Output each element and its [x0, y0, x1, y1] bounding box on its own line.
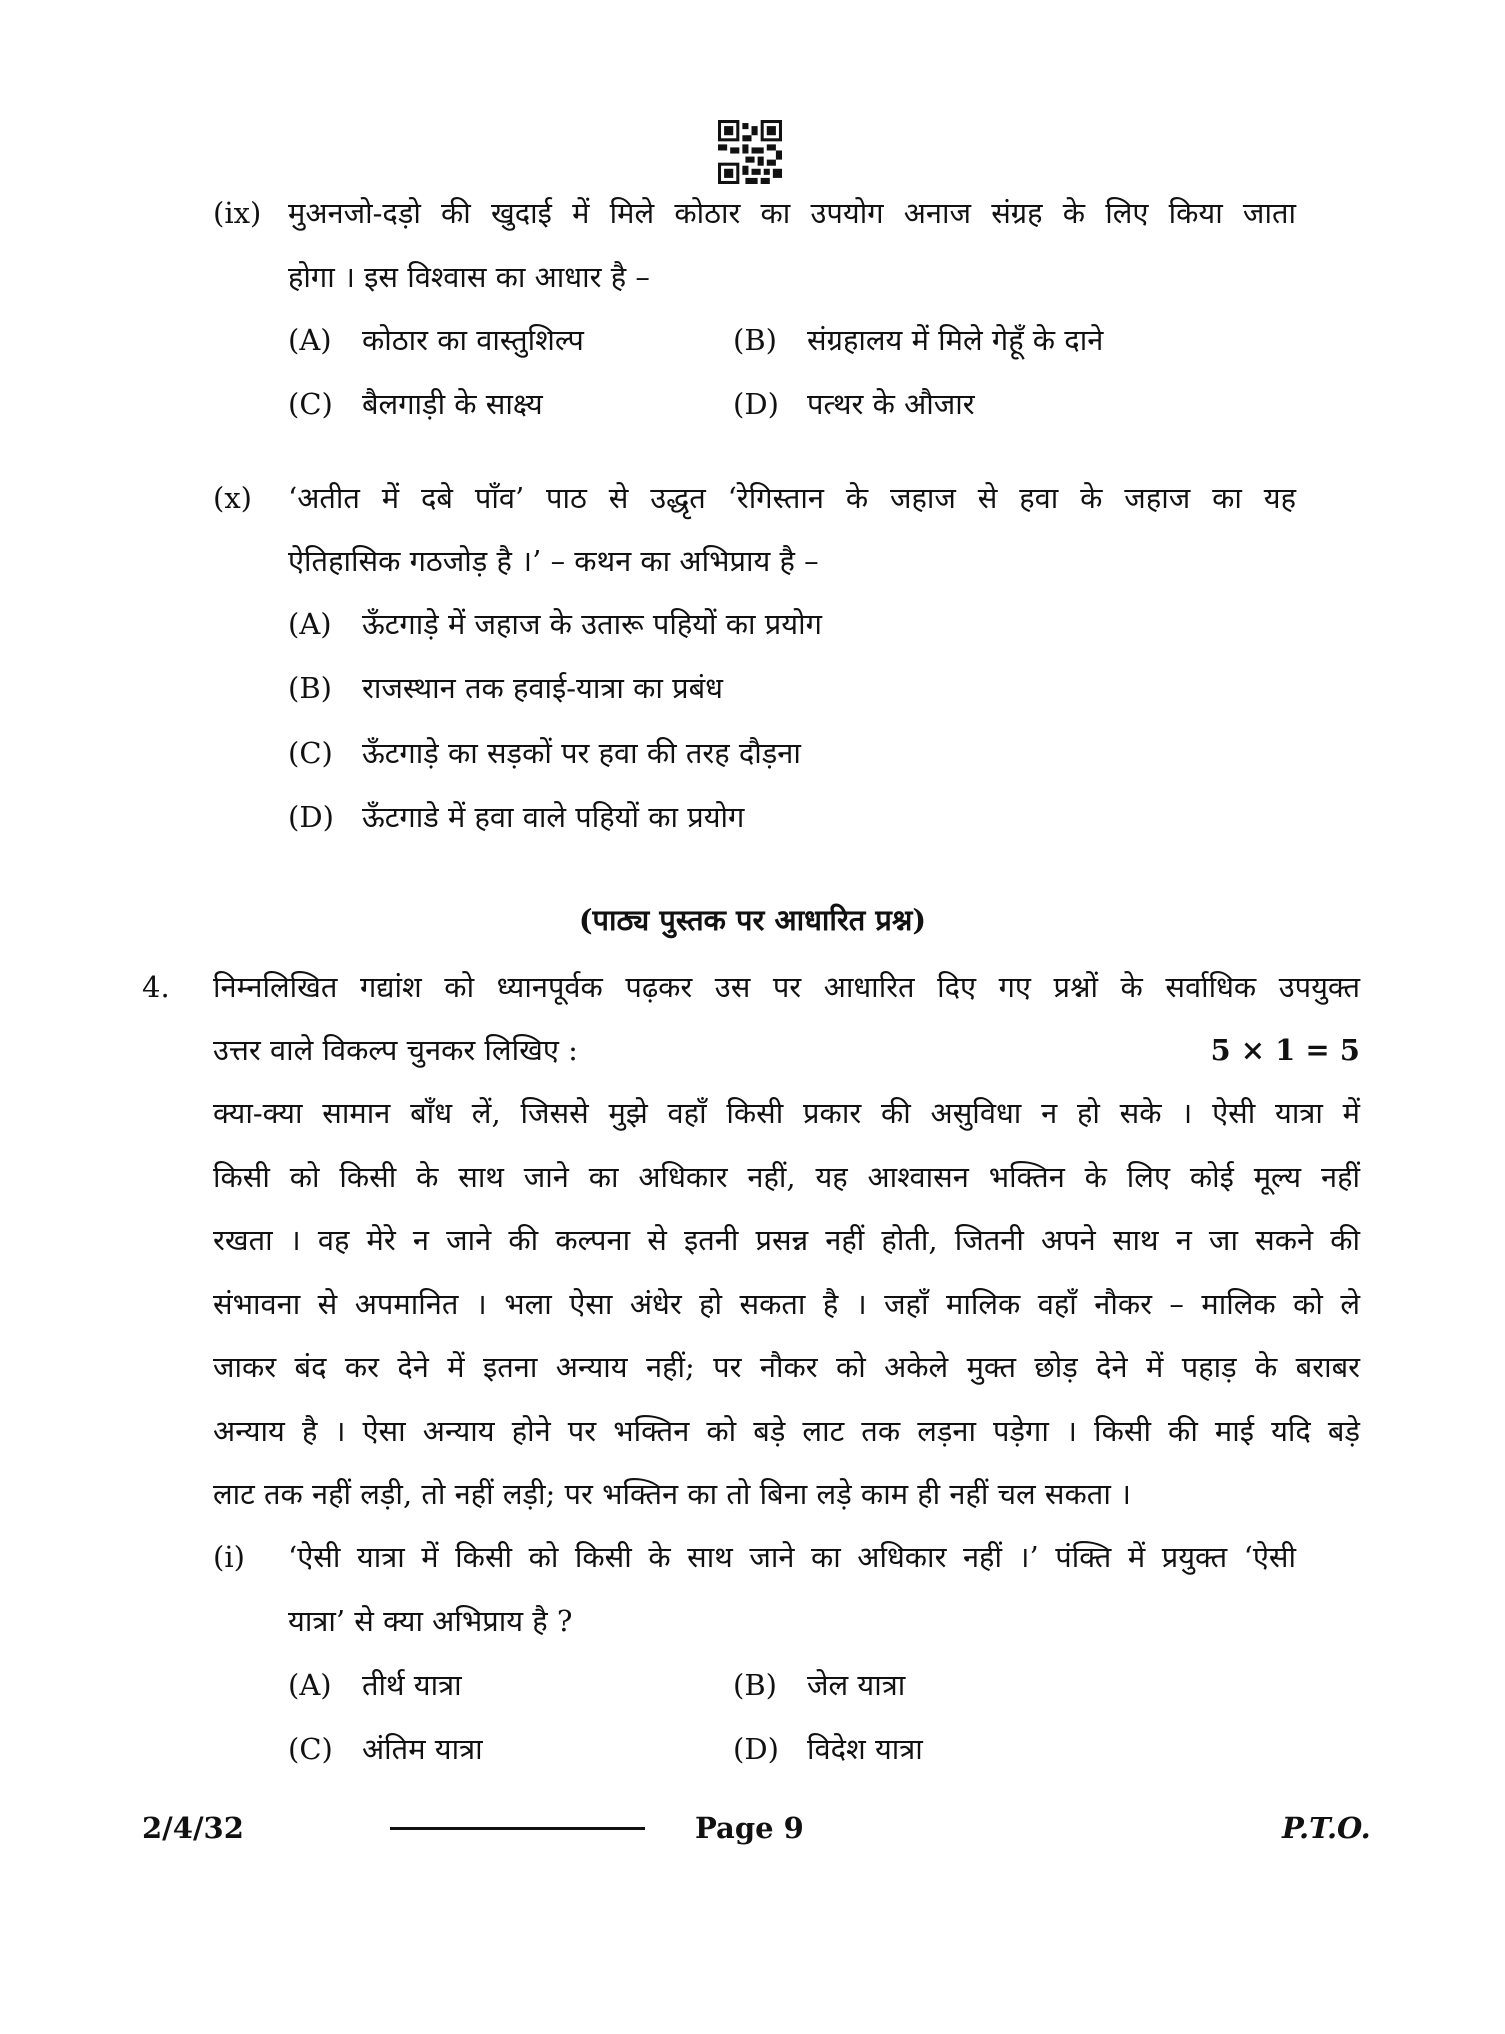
question-text-line: ‘अतीत में दबे पाँव’ पाठ से उद्धृत ‘रेगिस्तान के जहाज से हवा के जहाज का यह: [288, 481, 1296, 515]
passage-line: क्या-क्या सामान बाँध लें, जिससे मुझे वहाँ किसी प्रकार की असुविधा न हो सके । ऐसी यात्रा में: [213, 1096, 1360, 1130]
option-b: (B) जेल यात्रा: [733, 1668, 906, 1702]
question-number: (ix): [213, 196, 262, 230]
option-c: (C) बैलगाड़ी के साक्ष्य: [288, 387, 543, 421]
passage-line: किसी को किसी के साथ जाने का अधिकार नहीं, यह आश्वासन भक्तिन के लिए कोई मूल्य नहीं: [213, 1160, 1360, 1194]
option-d: (D) विदेश यात्रा: [733, 1732, 923, 1766]
pto-label: P.T.O.: [1282, 1811, 1371, 1845]
passage-line: लाट तक नहीं लड़ी, तो नहीं लड़ी; पर भक्तिन का तो बिना लड़े काम ही नहीं चल सकता ।: [213, 1477, 1132, 1511]
option-a: (A) तीर्थ यात्रा: [288, 1668, 462, 1702]
question-text-line: मुअनजो-दड़ो की खुदाई में मिले कोठार का उपयोग अनाज संग्रह के लिए किया जाता: [288, 196, 1296, 230]
section-heading: (पाठ्य पुस्तक पर आधारित प्रश्न): [578, 903, 927, 937]
passage-line: रखता । वह मेरे न जाने की कल्पना से इतनी प्रसन्न नहीं होती, जितनी अपने साथ न जा सकने की: [213, 1223, 1360, 1257]
question-number: (x): [213, 481, 252, 515]
option-c: (C) अंतिम यात्रा: [288, 1732, 483, 1766]
option-c: (C) ऊँटगाड़े का सड़कों पर हवा की तरह दौड़ना: [288, 736, 801, 770]
question-number: (i): [213, 1540, 245, 1574]
option-a: (A) कोठार का वास्तुशिल्प: [288, 323, 584, 357]
passage-line: अन्याय है । ऐसा अन्याय होने पर भक्तिन को बड़े लाट तक लड़ना पड़ेगा । किसी की माई यदि बड़े: [213, 1414, 1360, 1448]
page-number: Page 9: [695, 1811, 804, 1845]
option-b: (B) संग्रहालय में मिले गेहूँ के दाने: [733, 323, 1104, 357]
question-text-line: ऐतिहासिक गठजोड़ है ।’ – कथन का अभिप्राय है –: [288, 544, 819, 578]
qr-code-icon: [718, 120, 782, 184]
option-b: (B) राजस्थान तक हवाई-यात्रा का प्रबंध: [288, 671, 724, 705]
paper-code: 2/4/32: [142, 1811, 244, 1845]
footer-rule: [390, 1827, 645, 1830]
option-d: (D) पत्थर के औजार: [733, 387, 975, 421]
question-number: 4.: [142, 970, 170, 1004]
option-d: (D) ऊँटगाडे में हवा वाले पहियों का प्रयोग: [288, 800, 745, 834]
question-text-line: होगा । इस विश्वास का आधार है –: [288, 260, 650, 294]
option-a: (A) ऊँटगाड़े में जहाज के उतारू पहियों का प्रयोग: [288, 607, 822, 641]
passage-line: संभावना से अपमानित । भला ऐसा अंधेर हो सकता है । जहाँ मालिक वहाँ नौकर – मालिक को ले: [213, 1287, 1360, 1321]
question-text-line: यात्रा’ से क्या अभिप्राय है ?: [288, 1604, 573, 1638]
marks-label: 5 × 1 = 5: [1210, 1033, 1360, 1067]
question-text-line: उत्तर वाले विकल्प चुनकर लिखिए :: [213, 1033, 578, 1067]
question-text-line: ‘ऐसी यात्रा में किसी को किसी के साथ जाने का अधिकार नहीं ।’ पंक्ति में प्रयुक्त ‘ऐसी: [288, 1540, 1296, 1574]
question-text-line: निम्नलिखित गद्यांश को ध्यानपूर्वक पढ़कर उस पर आधारित दिए गए प्रश्नों के सर्वाधिक उपयुक्त: [213, 970, 1360, 1004]
passage-line: जाकर बंद कर देने में इतना अन्याय नहीं; पर नौकर को अकेले मुक्त छोड़ देने में पहाड़ के बराबर: [213, 1350, 1360, 1384]
